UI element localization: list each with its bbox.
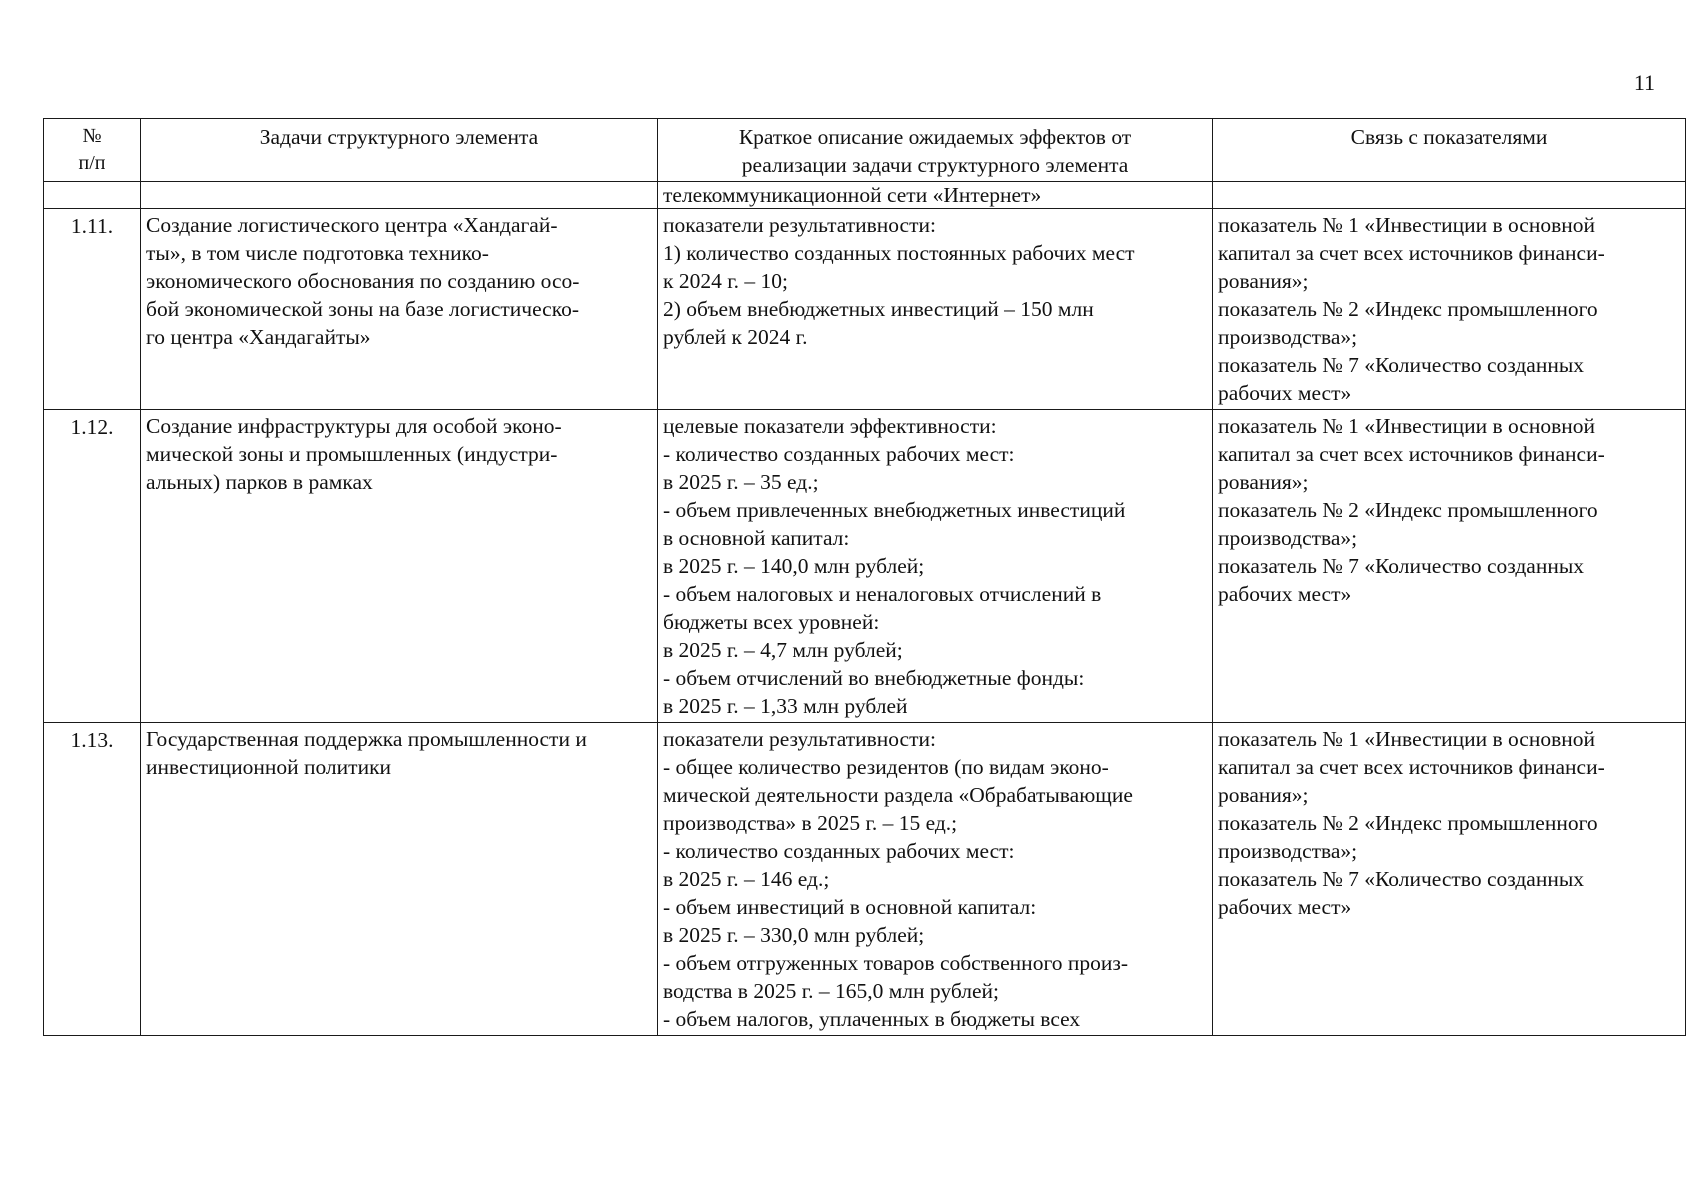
table-row bbox=[44, 410, 1686, 723]
indicators-line: рабочих мест» bbox=[1218, 381, 1352, 405]
row-number: 1.11. bbox=[44, 209, 141, 410]
task-line: инвестиционной политики bbox=[146, 755, 392, 779]
effects-line: - общее количество резидентов (по видам эконо- bbox=[663, 755, 1109, 779]
task-line: альных) парков в рамках bbox=[146, 470, 373, 494]
header-desc-line-1: Краткое описание ожидаемых эффектов от bbox=[738, 125, 1132, 149]
continuation-desc: телекоммуникационной сети «Интернет» bbox=[658, 182, 1213, 209]
effects-cell bbox=[658, 410, 1213, 723]
indicators-line: показатель № 1 «Инвестиции в основной bbox=[1218, 727, 1596, 751]
table-header-row bbox=[44, 119, 1686, 182]
effects-line: в 2025 г. – 35 ед.; bbox=[663, 470, 819, 494]
indicators-line: показатель № 1 «Инвестиции в основной bbox=[1218, 414, 1596, 438]
indicators-cell bbox=[1213, 723, 1686, 1036]
effects-line: производства» в 2025 г. – 15 ед.; bbox=[663, 811, 958, 835]
continuation-link bbox=[1213, 182, 1686, 209]
indicators-line: производства»; bbox=[1218, 325, 1358, 349]
page-number: 11 bbox=[1633, 70, 1655, 95]
effects-line: - объем отгруженных товаров собственного произ- bbox=[663, 951, 1129, 975]
effects-line: целевые показатели эффективности: bbox=[663, 414, 997, 438]
table-row-continuation bbox=[44, 182, 1686, 209]
effects-line: в 2025 г. – 1,33 млн рублей bbox=[663, 694, 908, 718]
indicators-line: показатель № 2 «Индекс промышленного bbox=[1218, 498, 1598, 522]
effects-cell bbox=[658, 723, 1213, 1036]
indicators-cell bbox=[1213, 410, 1686, 723]
indicators-line: капитал за счет всех источников финанси- bbox=[1218, 755, 1605, 779]
task-line: бой экономической зоны на базе логистическо- bbox=[146, 297, 579, 321]
header-task: Задачи структурного элемента bbox=[141, 119, 658, 182]
effects-line: в основной капитал: bbox=[663, 526, 850, 550]
effects-line: в 2025 г. – 4,7 млн рублей; bbox=[663, 638, 903, 662]
effects-line: водства в 2025 г. – 165,0 млн рублей; bbox=[663, 979, 1000, 1003]
indicators-line: рабочих мест» bbox=[1218, 582, 1352, 606]
row-number: 1.13. bbox=[44, 723, 141, 1036]
effects-line: - объем привлеченных внебюджетных инвестиций bbox=[663, 498, 1126, 522]
task-line: мической зоны и промышленных (индустри- bbox=[146, 442, 558, 466]
indicators-line: показатель № 2 «Индекс промышленного bbox=[1218, 297, 1598, 321]
effects-line: в 2025 г. – 140,0 млн рублей; bbox=[663, 554, 925, 578]
effects-line: показатели результативности: bbox=[663, 213, 936, 237]
indicators-cell bbox=[1213, 209, 1686, 410]
effects-line: - объем налоговых и неналоговых отчислений в bbox=[663, 582, 1102, 606]
indicators-line: производства»; bbox=[1218, 839, 1358, 863]
task-line: Государственная поддержка промышленности и bbox=[146, 727, 587, 751]
effects-cell bbox=[658, 209, 1213, 410]
effects-line: - объем инвестиций в основной капитал: bbox=[663, 895, 1037, 919]
indicators-line: показатель № 7 «Количество созданных bbox=[1218, 554, 1585, 578]
task-line: Создание логистического центра «Хандагай- bbox=[146, 213, 558, 237]
effects-line: 1) количество созданных постоянных рабочих мест bbox=[663, 241, 1135, 265]
row-number: 1.12. bbox=[44, 410, 141, 723]
indicators-line: капитал за счет всех источников финанси- bbox=[1218, 442, 1605, 466]
effects-line: - объем налогов, уплаченных в бюджеты всех bbox=[663, 1007, 1081, 1031]
task-line: экономического обоснования по созданию осо- bbox=[146, 269, 580, 293]
indicators-line: рования»; bbox=[1218, 269, 1309, 293]
effects-line: показатели результативности: bbox=[663, 727, 936, 751]
task-line: Создание инфраструктуры для особой эконо- bbox=[146, 414, 562, 438]
header-link: Связь с показателями bbox=[1213, 119, 1686, 182]
indicators-line: показатель № 2 «Индекс промышленного bbox=[1218, 811, 1598, 835]
effects-line: в 2025 г. – 146 ед.; bbox=[663, 867, 830, 891]
header-desc-line-2: реализации задачи структурного элемента bbox=[741, 153, 1129, 177]
indicators-line: производства»; bbox=[1218, 526, 1358, 550]
continuation-num bbox=[44, 182, 141, 209]
header-num-line-1: № bbox=[82, 125, 102, 147]
effects-line: - количество созданных рабочих мест: bbox=[663, 839, 1015, 863]
effects-line: рублей к 2024 г. bbox=[663, 325, 808, 349]
header-num bbox=[44, 119, 141, 182]
effects-line: бюджеты всех уровней: bbox=[663, 610, 880, 634]
effects-line: в 2025 г. – 330,0 млн рублей; bbox=[663, 923, 925, 947]
indicators-line: капитал за счет всех источников финанси- bbox=[1218, 241, 1605, 265]
indicators-line: показатель № 1 «Инвестиции в основной bbox=[1218, 213, 1596, 237]
indicators-line: показатель № 7 «Количество созданных bbox=[1218, 867, 1585, 891]
header-num-line-2: п/п bbox=[78, 152, 106, 174]
indicators-line: рабочих мест» bbox=[1218, 895, 1352, 919]
header-desc bbox=[658, 119, 1213, 182]
table-row bbox=[44, 723, 1686, 1036]
indicators-line: рования»; bbox=[1218, 783, 1309, 807]
indicators-line: показатель № 7 «Количество созданных bbox=[1218, 353, 1585, 377]
effects-line: к 2024 г. – 10; bbox=[663, 269, 788, 293]
effects-line: - объем отчислений во внебюджетные фонды: bbox=[663, 666, 1085, 690]
task-cell bbox=[141, 723, 658, 1036]
task-line: го центра «Хандагайты» bbox=[146, 325, 371, 349]
effects-line: - количество созданных рабочих мест: bbox=[663, 442, 1015, 466]
effects-line: 2) объем внебюджетных инвестиций – 150 млн bbox=[663, 297, 1094, 321]
measures-table bbox=[43, 118, 1686, 1036]
task-cell bbox=[141, 410, 658, 723]
indicators-line: рования»; bbox=[1218, 470, 1309, 494]
table-row bbox=[44, 209, 1686, 410]
effects-line: мической деятельности раздела «Обрабатывающие bbox=[663, 783, 1133, 807]
continuation-task bbox=[141, 182, 658, 209]
task-line: ты», в том числе подготовка технико- bbox=[146, 241, 489, 265]
task-cell bbox=[141, 209, 658, 410]
